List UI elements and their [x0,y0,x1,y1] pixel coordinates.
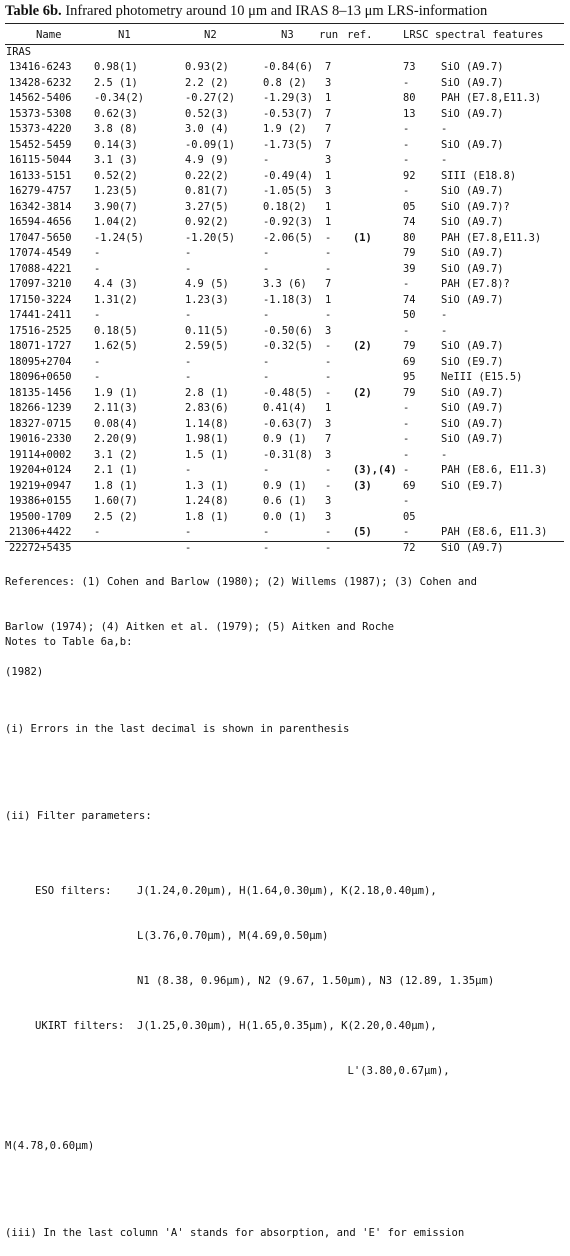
cell-n3: - [263,541,270,554]
table-row [5,370,565,386]
cell-n2: -1.20(5) [185,231,236,244]
cell-n1: - [94,262,101,275]
cell-lrsc: 05 [403,510,416,523]
table-row [5,91,565,107]
cell-n1: 1.60(7) [94,495,138,507]
references-line: References: (1) Cohen and Barlow (1980); (2) Willems (1987); (3) Cohen and [5,576,477,588]
cell-n3: -0.49(4) [263,169,314,182]
table-row [5,76,565,92]
cell-spectral-feature: SiO (A9.7) [441,138,504,151]
cell-spectral-feature: NeIII (E15.5) [441,371,523,383]
cell-n1: - [94,526,101,538]
table-row [5,432,565,448]
cell-spectral-feature: SiO (A9.7) [441,76,504,89]
header-run: run [319,29,339,41]
cell-run: - [325,464,332,476]
header-n3: N3 [281,29,294,41]
cell-n3: - [263,247,270,259]
header-spectral-features: spectral features [435,29,544,41]
cell-n1: 0.08(4) [94,417,138,430]
cell-name: 17097-3210 [9,278,72,290]
cell-run: 3 [325,448,332,461]
table-row [5,494,565,510]
cell-n3: -1.73(5) [263,138,314,151]
cell-run: 3 [325,417,332,430]
cell-lrsc: - [403,138,410,151]
cell-n2: -0.09(1) [185,138,236,151]
cell-n1: 0.18(5) [94,324,138,337]
cell-spectral-feature: SiO (A9.7) [441,293,504,306]
cell-n3: -2.06(5) [263,231,314,244]
cell-name: 18096+0650 [9,371,72,383]
cell-name: 15373-4220 [9,123,72,135]
note-2-title: (ii) Filter parameters: [5,810,152,822]
cell-spectral-feature: - [441,154,448,166]
cell-lrsc: 69 [403,355,416,368]
cell-spectral-feature: SiO (A9.7) [441,433,504,445]
table-row [5,448,565,464]
cell-run: 7 [325,123,332,135]
cell-n2: 0.92(2) [185,216,229,228]
cell-run: - [325,262,332,275]
references-line: Barlow (1974); (4) Aitken et al. (1979); (5) Aitken and Roche [5,621,395,633]
cell-name: 19500-1709 [9,510,72,523]
cell-name: 19204+0124 [9,464,72,476]
header-n2: N2 [204,29,217,41]
cell-n3: 0.18(2) [263,200,307,213]
cell-lrsc: 80 [403,231,416,244]
cell-n2: - [185,464,192,476]
cell-n2: 2.83(6) [185,402,229,414]
cell-lrsc: 39 [403,262,416,275]
cell-n1: -0.34(2) [94,92,145,104]
cell-n1: - [94,309,101,321]
cell-spectral-feature: SIII (E18.8) [441,169,517,182]
cell-n3: -0.50(6) [263,324,314,337]
eso-filter-line: L(3.76,0.70μm), M(4.69,0.50μm) [35,930,329,942]
cell-spectral-feature: - [441,123,448,135]
cell-lrsc: 69 [403,479,416,492]
cell-n1: 3.1 (3) [94,154,138,166]
table-row [5,231,565,247]
cell-name: 18266-1239 [9,402,72,414]
cell-name: 17150-3224 [9,293,72,306]
cell-ref: (3) [353,479,372,492]
cell-lrsc: - [403,526,410,538]
cell-n2: - [185,262,192,275]
photometry-table [5,28,565,556]
cell-n1: 1.8 (1) [94,479,138,492]
cell-lrsc: 79 [403,386,416,399]
table-row [5,355,565,371]
cell-ref: (1) [353,231,372,244]
table-row [5,324,565,340]
table-row [5,479,565,495]
cell-n3: 0.8 (2) [263,76,307,89]
cell-n3: - [263,371,270,383]
cell-run: 1 [325,293,332,306]
table-row [5,169,565,185]
cell-lrsc: 80 [403,92,416,104]
cell-name: 15452-5459 [9,138,72,151]
cell-lrsc: 92 [403,169,416,182]
cell-n1: 3.8 (8) [94,123,138,135]
cell-n1: 0.62(3) [94,107,138,120]
cell-n1: 0.52(2) [94,169,138,182]
cell-spectral-feature: SiO (E9.7) [441,479,504,492]
cell-n2: 3.27(5) [185,200,229,213]
cell-n1: - [94,371,101,383]
cell-n3: -0.48(5) [263,386,314,399]
cell-run: - [325,309,332,321]
cell-n3: - [263,154,270,166]
cell-n2: 1.3 (1) [185,479,229,492]
cell-run: - [325,526,332,538]
cell-spectral-feature: - [441,448,448,461]
table-row [5,417,565,433]
ukirt-filter-line: UKIRT filters: J(1.25,0.30μm), H(1.65,0.35μm), K(2.20,0.40μm), [35,1020,437,1032]
cell-spectral-feature: PAH (E8.6, E11.3) [441,464,548,476]
cell-spectral-feature: SiO (A9.7) [441,402,504,414]
cell-n2: - [185,526,192,538]
cell-n2: 4.9 (5) [185,278,229,290]
cell-name: 16594-4656 [9,216,72,228]
cell-name: 16133-5151 [9,169,72,182]
cell-spectral-feature: SiO (A9.7) [441,541,504,554]
references-line: (1982) [5,666,44,678]
cell-n1: -1.24(5) [94,231,145,244]
cell-n2: 0.11(5) [185,324,229,337]
cell-lrsc: 50 [403,309,416,321]
cell-n3: 0.6 (1) [263,495,307,507]
cell-n3: 3.3 (6) [263,278,307,290]
cell-n1: 1.31(2) [94,293,138,306]
cell-name: 17074-4549 [9,247,72,259]
cell-n2: - [185,309,192,321]
cell-n2: 1.8 (1) [185,510,229,523]
cell-name: 18135-1456 [9,386,72,399]
cell-spectral-feature: SiO (A9.7) [441,185,504,197]
cell-name: 19219+0947 [9,479,72,492]
header-name: Name [36,29,62,41]
cell-n1: 2.20(9) [94,433,138,445]
cell-n2: 0.22(2) [185,169,229,182]
cell-name: 21306+4422 [9,526,72,538]
cell-n3: - [263,464,270,476]
cell-lrsc: - [403,123,410,135]
cell-run: 7 [325,138,332,151]
cell-spectral-feature: SiO (A9.7) [441,262,504,275]
cell-lrsc: - [403,185,410,197]
cell-lrsc: 74 [403,216,416,228]
cell-n3: 0.41(4) [263,402,307,414]
cell-lrsc: 13 [403,107,416,120]
cell-lrsc: 79 [403,247,416,259]
cell-run: 7 [325,433,332,445]
cell-lrsc: - [403,278,410,290]
cell-n3: -0.31(8) [263,448,314,461]
table-row [5,463,565,479]
table-row [5,277,565,293]
cell-spectral-feature: SiO (A9.7) [441,247,504,259]
table-row [5,510,565,526]
cell-run: - [325,371,332,383]
table-row [5,293,565,309]
cell-lrsc: - [403,417,410,430]
top-rule [5,23,564,24]
cell-run: 3 [325,185,332,197]
cell-n3: -0.84(6) [263,61,314,73]
cell-n1: 1.23(5) [94,185,138,197]
cell-lrsc: - [403,448,410,461]
cell-name: 16279-4757 [9,185,72,197]
cell-run: - [325,541,332,554]
table-row [5,339,565,355]
cell-spectral-feature: SiO (A9.7) [441,386,504,399]
cell-n1: 0.98(1) [94,61,138,73]
cell-n3: -0.53(7) [263,107,314,120]
table-row [5,153,565,169]
bottom-rule [5,541,564,542]
cell-lrsc: 05 [403,200,416,213]
cell-lrsc: - [403,154,410,166]
cell-spectral-feature: SiO (A9.7) [441,61,504,73]
cell-n1: 1.62(5) [94,340,138,352]
cell-run: 1 [325,216,332,228]
cell-n2: - [185,541,192,554]
ukirt-m-filter: M(4.78,0.60μm) [5,1140,95,1152]
cell-spectral-feature: PAH (E8.6, E11.3) [441,526,548,538]
cell-n3: -1.05(5) [263,185,314,197]
cell-spectral-feature: PAH (E7.8,E11.3) [441,92,542,104]
cell-run: 3 [325,324,332,337]
cell-run: 1 [325,169,332,182]
cell-spectral-feature: PAH (E7.8,E11.3) [441,231,542,244]
cell-n3: 1.9 (2) [263,123,307,135]
cell-run: 3 [325,76,332,89]
cell-name: 19114+0002 [9,448,72,461]
cell-run: - [325,247,332,259]
cell-n1: 3.90(7) [94,200,138,213]
cell-n1: 3.1 (2) [94,448,138,461]
cell-spectral-feature: SiO (A9.7) [441,216,504,228]
eso-filter-line: N1 (8.38, 0.96μm), N2 (9.67, 1.50μm), N3 (12.89, 1.35μm) [35,975,495,987]
ukirt-filter-line: L'(3.80,0.67μm), [35,1065,450,1077]
cell-name: 17441-2411 [9,309,72,321]
cell-n1: 1.9 (1) [94,386,138,399]
cell-name: 16115-5044 [9,154,72,166]
cell-ref: (5) [353,526,372,538]
cell-lrsc: 73 [403,61,416,73]
cell-lrsc: 74 [403,293,416,306]
table-row [5,215,565,231]
cell-n2: 1.23(3) [185,293,229,306]
cell-spectral-feature: SiO (A9.7) [441,340,504,352]
note-3: (iii) In the last column 'A' stands for absorption, and 'E' for emission [5,1227,465,1239]
notes-title: Notes to Table 6a,b: [5,636,133,648]
cell-n1: 4.4 (3) [94,278,138,290]
cell-lrsc: 72 [403,541,416,554]
cell-name: 22272+5435 [9,541,72,554]
cell-n2: - [185,371,192,383]
cell-ref: (2) [353,386,372,399]
table-body [5,60,565,556]
cell-n2: -0.27(2) [185,92,236,104]
cell-n3: - [263,526,270,538]
cell-n3: 0.9 (1) [263,479,307,492]
table-row [5,525,565,541]
cell-n2: 2.8 (1) [185,386,229,399]
cell-run: 3 [325,154,332,166]
table-row [5,386,565,402]
cell-n2: 0.81(7) [185,185,229,197]
table-caption-text: Infrared photometry around 10 μm and IRAS 8–13 μm LRS-information [65,3,488,19]
cell-spectral-feature: SiO (A9.7) [441,417,504,430]
cell-n3: - [263,309,270,321]
cell-spectral-feature: SiO (A9.7)? [441,200,510,213]
cell-lrsc: - [403,76,410,89]
table-row [5,246,565,262]
cell-spectral-feature: - [441,309,448,321]
table-row [5,401,565,417]
cell-name: 17516-2525 [9,324,72,337]
group-label: IRAS [6,45,32,58]
cell-run: 3 [325,510,332,523]
cell-name: 16342-3814 [9,200,72,213]
cell-name: 19016-2330 [9,433,72,445]
table-row [5,60,565,76]
cell-n2: - [185,247,192,259]
cell-n2: 3.0 (4) [185,123,229,135]
cell-run: 1 [325,402,332,414]
cell-run: 1 [325,92,332,104]
table-row [5,122,565,138]
header-ref: ref. [347,29,373,41]
cell-lrsc: - [403,402,410,414]
cell-n2: 1.24(8) [185,495,229,507]
cell-lrsc: - [403,433,410,445]
table-header [5,28,565,44]
cell-lrsc: - [403,495,410,507]
cell-name: 15373-5308 [9,107,72,120]
header-n1: N1 [118,29,131,41]
cell-run: 3 [325,495,332,507]
cell-name: 14562-5406 [9,92,72,104]
cell-n1: 2.11(3) [94,402,138,414]
cell-n3: - [263,262,270,275]
cell-n1: 2.1 (1) [94,464,138,476]
cell-n1: 2.5 (2) [94,510,138,523]
cell-n3: -0.32(5) [263,340,314,352]
table-row [5,262,565,278]
cell-n2: 1.5 (1) [185,448,229,461]
cell-run: - [325,231,332,244]
table-row [5,308,565,324]
cell-n3: -1.29(3) [263,92,314,104]
cell-n1: - [94,355,101,368]
cell-n1: - [94,247,101,259]
cell-n3: - [263,355,270,368]
cell-run: - [325,386,332,399]
cell-spectral-feature: SiO (A9.7) [441,107,504,120]
cell-n2: 0.52(3) [185,107,229,120]
cell-n1: 1.04(2) [94,216,138,228]
cell-ref: (2) [353,340,372,352]
cell-n1: 2.5 (1) [94,76,138,89]
cell-lrsc: 79 [403,340,416,352]
note-1: (i) Errors in the last decimal is shown in parenthesis [5,723,350,735]
cell-n2: 2.2 (2) [185,76,229,89]
table-row [5,107,565,123]
cell-ref: (3),(4) [353,464,397,476]
cell-spectral-feature: PAH (E7.8)? [441,278,510,290]
cell-n3: -0.92(3) [263,216,314,228]
cell-n2: 4.9 (9) [185,154,229,166]
notes-block [5,605,565,1256]
cell-run: 7 [325,61,332,73]
cell-n2: 2.59(5) [185,340,229,352]
cell-name: 13428-6232 [9,76,72,89]
cell-spectral-feature: SiO (E9.7) [441,355,504,368]
cell-n3: -0.63(7) [263,417,314,430]
group-row [5,45,565,61]
cell-name: 18071-1727 [9,340,72,352]
cell-name: 13416-6243 [9,61,72,73]
cell-n2: - [185,355,192,368]
cell-run: 1 [325,200,332,213]
cell-name: 19386+0155 [9,495,72,507]
cell-n3: 0.0 (1) [263,510,307,523]
cell-run: - [325,479,332,492]
table-row [5,138,565,154]
cell-n3: 0.9 (1) [263,433,307,445]
cell-spectral-feature: - [441,324,448,337]
cell-run: 7 [325,278,332,290]
eso-filter-line: ESO filters: J(1.24,0.20μm), H(1.64,0.30μm), K(2.18,0.40μm), [35,885,437,897]
cell-n2: 1.98(1) [185,433,229,445]
table-caption-label: Table 6b. [5,3,62,19]
cell-name: 17047-5650 [9,231,72,244]
cell-n1: 0.14(3) [94,138,138,151]
cell-n2: 1.14(8) [185,417,229,430]
cell-lrsc: 95 [403,371,416,383]
cell-run: - [325,340,332,352]
cell-lrsc: - [403,464,410,476]
cell-name: 17088-4221 [9,262,72,275]
cell-name: 18095+2704 [9,355,72,368]
table-row [5,200,565,216]
cell-name: 18327-0715 [9,417,72,430]
cell-run: - [325,355,332,368]
table-caption [5,3,487,20]
header-lrsc: LRSC [403,29,429,41]
cell-run: 7 [325,107,332,120]
cell-lrsc: - [403,324,410,337]
table-row [5,184,565,200]
cell-n3: -1.18(3) [263,293,314,306]
cell-n2: 0.93(2) [185,61,229,73]
